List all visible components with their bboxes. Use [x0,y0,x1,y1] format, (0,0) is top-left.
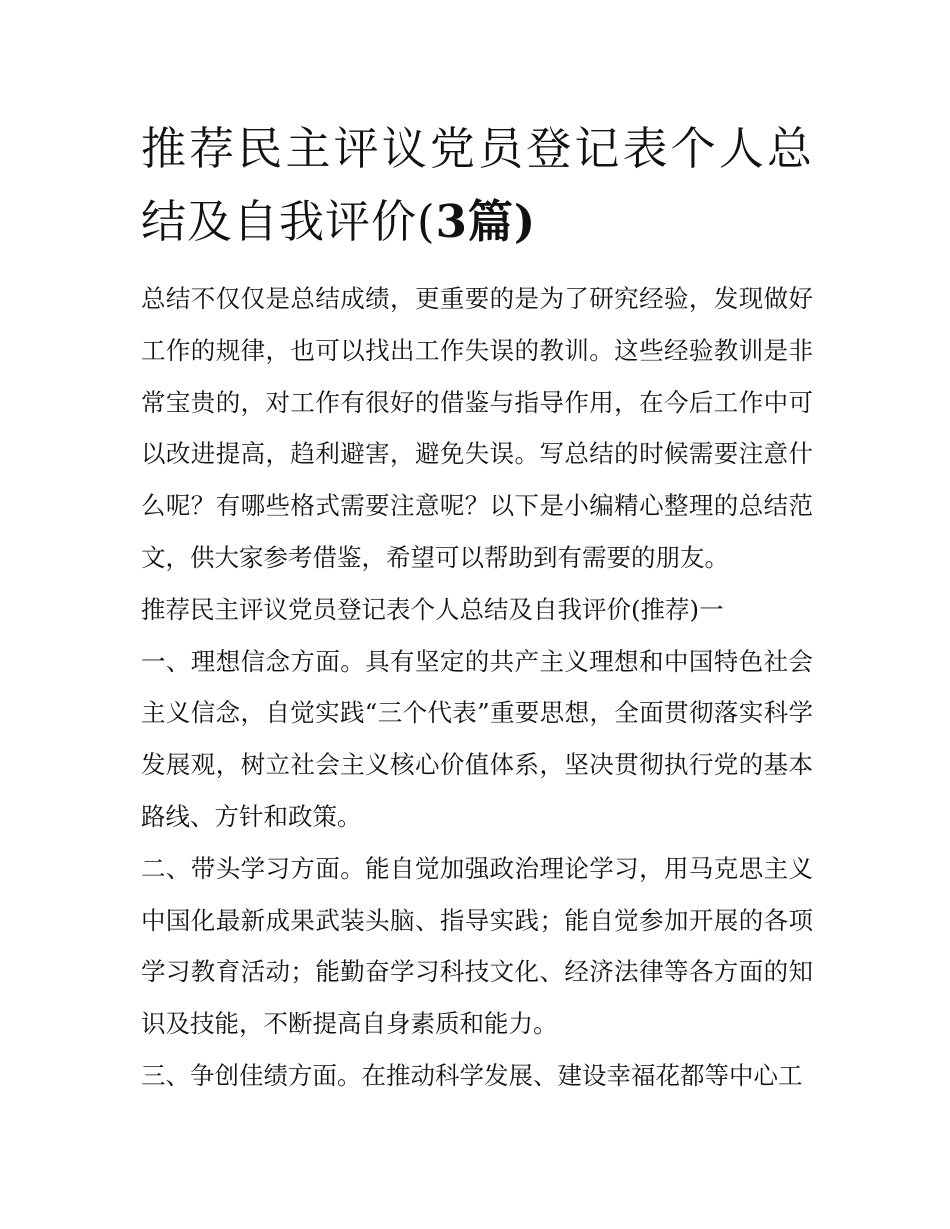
document-body [141,273,813,1102]
document-title-count: 3篇) [435,195,537,248]
intro-paragraph: 总结不仅仅是总结成绩，更重要的是为了研究经验，发现做好工作的规律，也可以找出工作失误的教训。这些经验教训是非常宝贵的，对工作有很好的借鉴与指导作用，在今后工作中可以改进提高，趋利避害，避免失误。写总结的时候需要注意什么呢？有哪些格式需要注意呢？以下是小编精心整理的总结范文，供大家参考借鉴，希望可以帮助到有需要的朋友。 [141,284,813,572]
document-page [141,112,813,1102]
document-title: 推荐民主评议党员登记表个人总结及自我评价(3篇) [141,122,813,248]
paragraph-ideals: 一、理想信念方面。具有坚定的共产主义理想和中国特色社会主义信念，自觉实践“三个代表”重要思想，全面贯彻落实科学发展观，树立社会主义核心价值体系，坚决贯彻执行党的基本路线、方针和政策。 [141,646,813,831]
section-heading: 推荐民主评议党员登记表个人总结及自我评价(推荐)一 [141,594,724,624]
paragraph-achievements: 三、争创佳绩方面。在推动科学发展、建设幸福花都等中心工 [141,1060,803,1090]
paragraph-study: 二、带头学习方面。能自觉加强政治理论学习，用马克思主义中国化最新成果武装头脑、指导实践；能自觉参加开展的各项学习教育活动；能勤奋学习科技文化、经济法律等各方面的知识及技能，不断提高自身素质和能力。 [141,853,813,1039]
